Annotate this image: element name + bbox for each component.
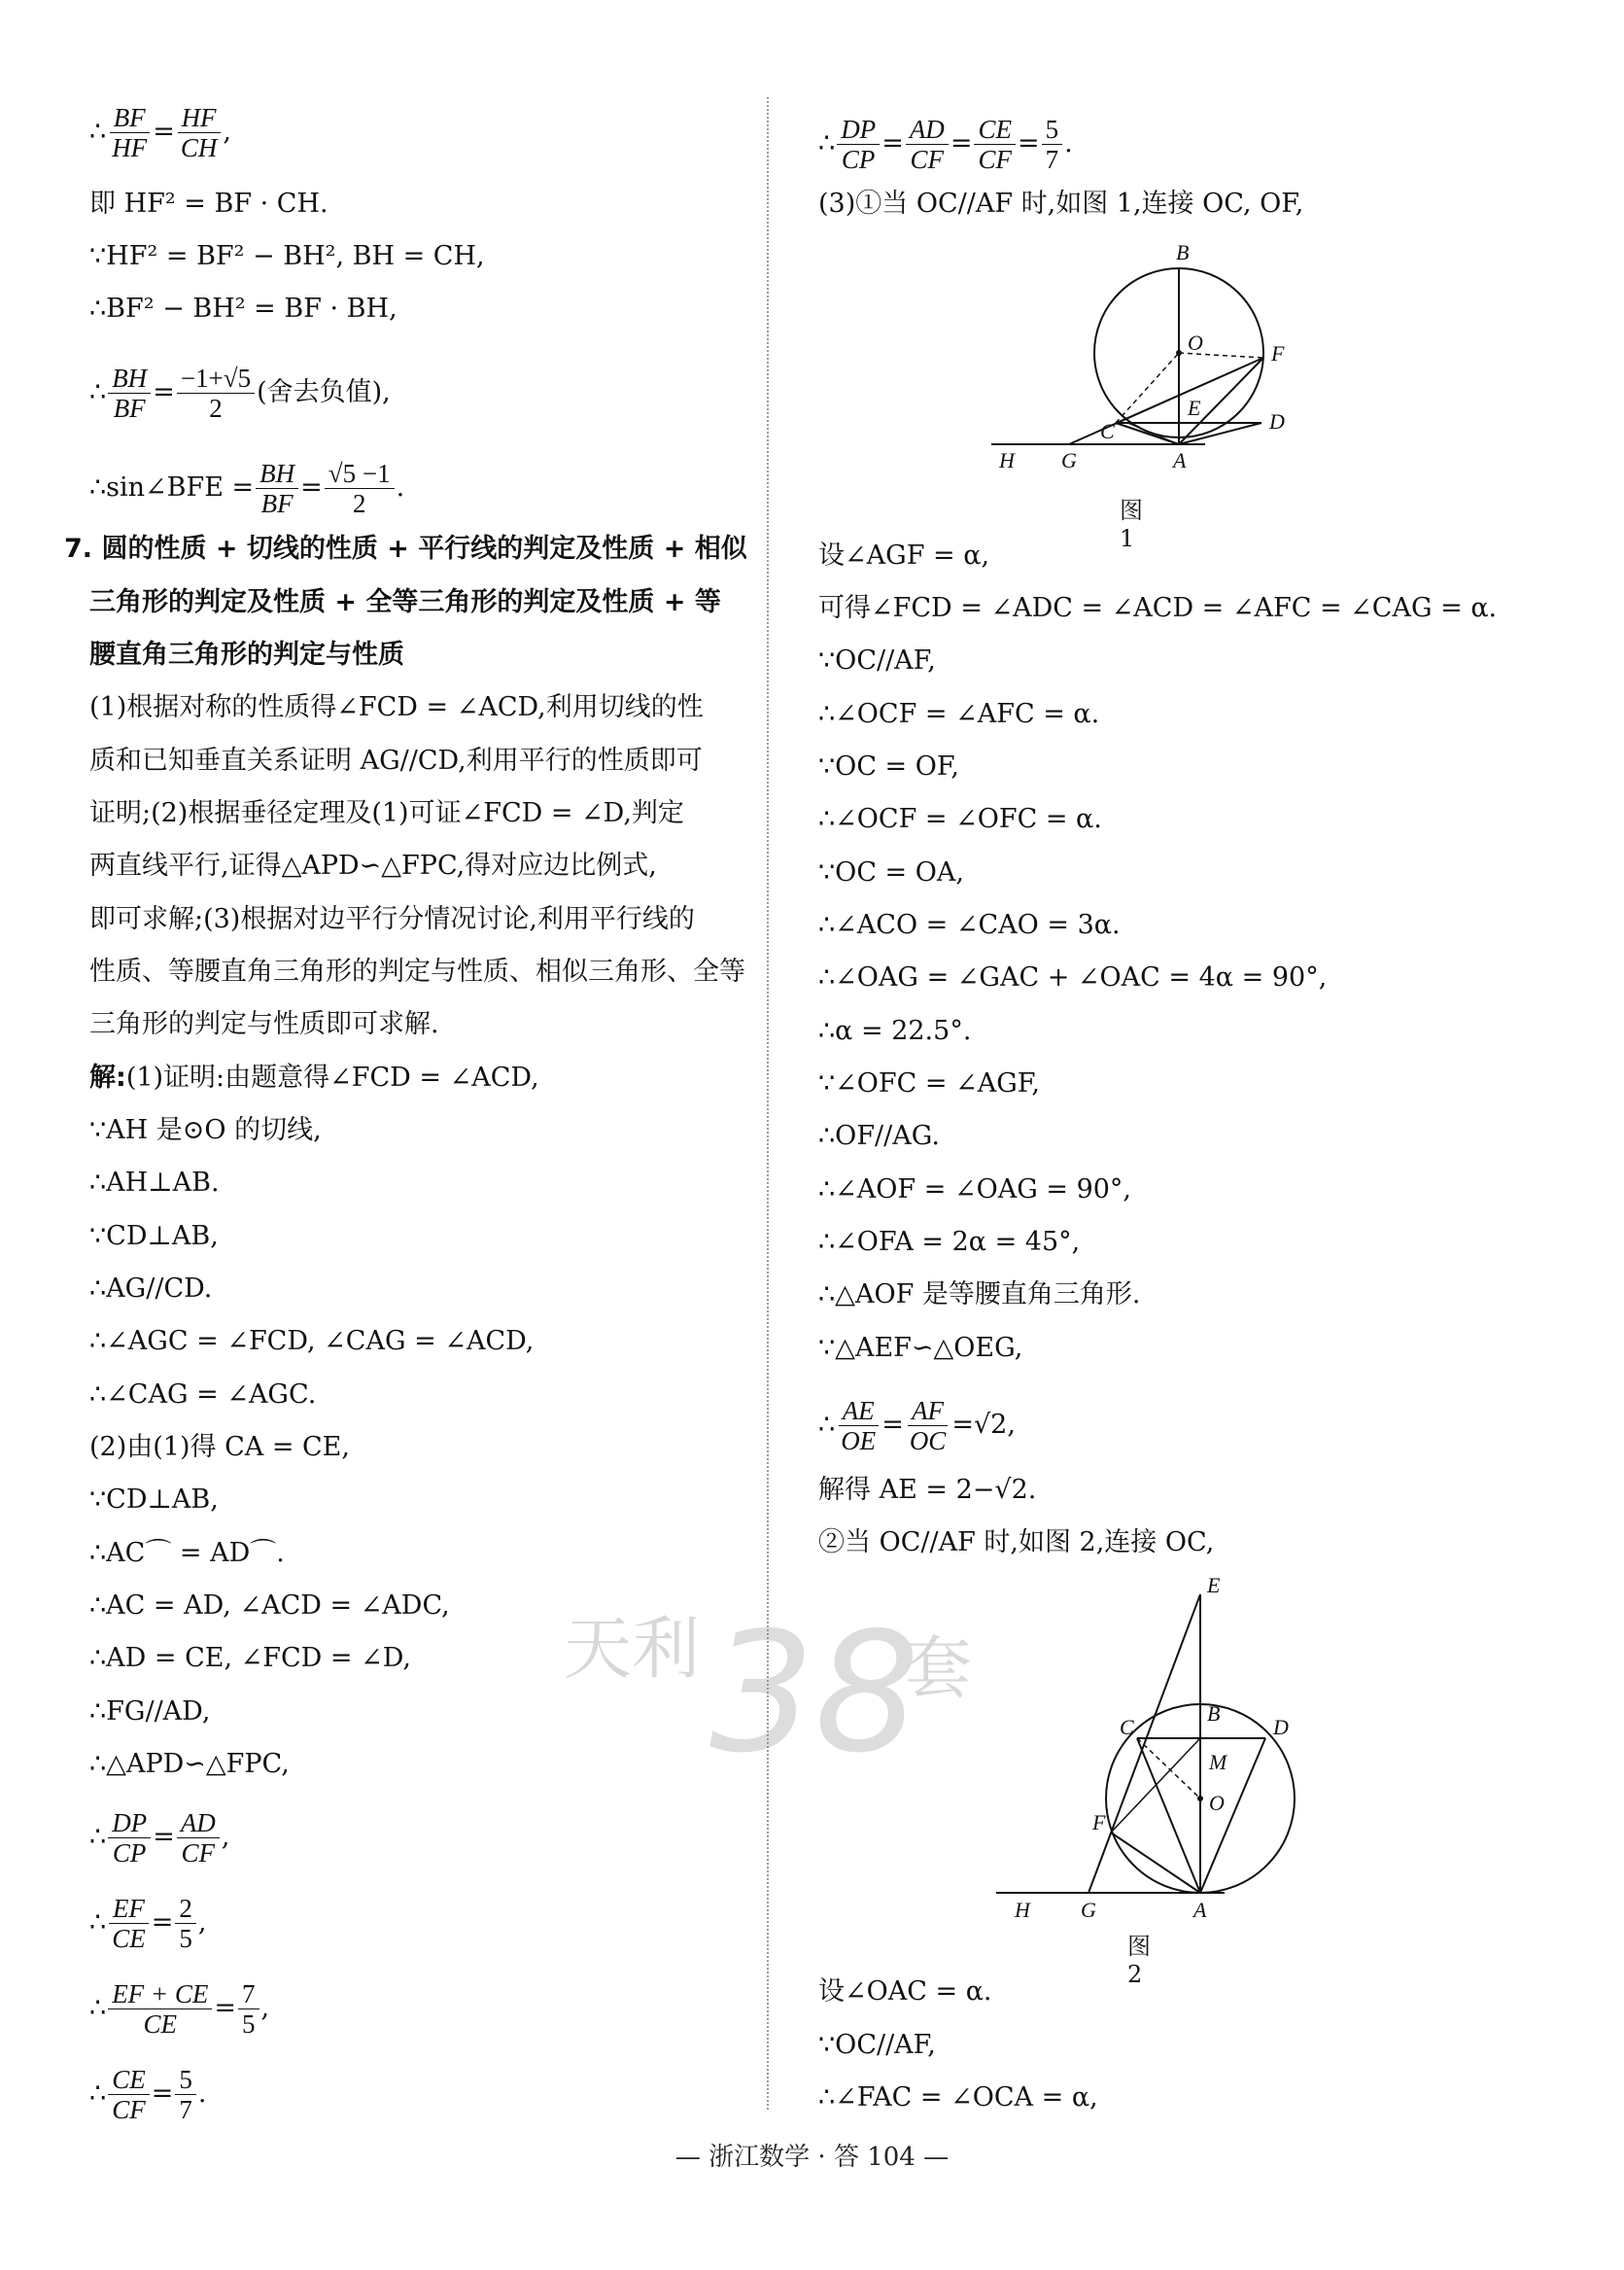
equation-ratio-chain: ∴ $\frac{DP}{CP}$ = $\frac{AD}{CF}$ = $\frac{CE}{CF}$ = $\frac{5}{7}$ . <box>818 115 1073 174</box>
svg-text:天利: 天利 <box>564 1609 700 1689</box>
solution-line: (2)由(1)得 CA = CE, <box>89 1432 350 1462</box>
text-line: ∵OC = OF, <box>818 751 960 782</box>
text-line: ∴∠OCF = ∠AFC = α. <box>818 699 1100 729</box>
label-e: E <box>1188 396 1201 420</box>
figure-1-caption: 图 1 <box>1120 497 1143 552</box>
analysis-line: 两直线平行,证得△APD∽△FPC,得对应边比例式, <box>89 851 657 881</box>
label-d: D <box>1269 409 1285 434</box>
text-line: 即 HF² = BF · CH. <box>89 189 328 219</box>
text-line: 设∠AGF = α, <box>818 541 990 571</box>
label-a: A <box>1173 448 1187 472</box>
text-line: ∵OC//AF, <box>818 646 936 676</box>
text-line: ∴∠OCF = ∠OFC = α. <box>818 804 1102 834</box>
label-c: C <box>1120 1715 1134 1739</box>
label-a: A <box>1193 1898 1207 1922</box>
line-ge <box>1088 1594 1200 1893</box>
text-line: ∴BF² − BH² = BF · BH, <box>89 294 397 324</box>
label-h: H <box>999 448 1015 472</box>
dashed-oc <box>1116 353 1179 423</box>
text-line: ∴∠FAC = ∠OCA = α, <box>818 2082 1098 2113</box>
label-d: D <box>1273 1715 1289 1739</box>
text-line: ∵∠OFC = ∠AGF, <box>818 1068 1040 1099</box>
label-h: H <box>1015 1898 1030 1922</box>
svg-text:38: 38 <box>709 1597 920 1779</box>
equation-dp-cp: ∴ $\frac{DP}{CP}$ = $\frac{AD}{CF}$ , <box>89 1808 230 1868</box>
watermark-logo <box>554 1585 1001 1779</box>
solution-line: ∴AC = AD, ∠ACD = ∠ADC, <box>89 1590 450 1621</box>
line-ca <box>1137 1738 1200 1893</box>
text-line: ∴∠OAG = ∠GAC + ∠OAC = 4α = 90°, <box>818 962 1328 993</box>
analysis-line: 质和已知垂直关系证明 AG//CD,利用平行的性质即可 <box>89 746 703 776</box>
label-o: O <box>1209 1791 1225 1815</box>
text-line: ∴α = 22.5°. <box>818 1016 972 1046</box>
solution-line: ∴AH⊥AB. <box>89 1168 220 1198</box>
equation-ratio-bf-hf: ∴ $\frac{BF}{HF}$ = $\frac{HF}{CH}$ , <box>89 103 231 162</box>
label-g: G <box>1061 448 1077 472</box>
solution-line: ∵AH 是⊙O 的切线, <box>89 1115 322 1145</box>
label-c: C <box>1100 419 1115 443</box>
text-line: ∴∠ACO = ∠CAO = 3α. <box>818 910 1121 940</box>
solution-line: ∴AC⌒ = AD⌒. <box>89 1538 285 1568</box>
text-line: 设∠OAC = α. <box>818 1976 992 2007</box>
label-o: O <box>1188 331 1203 355</box>
solution-line: ∴△APD∽△FPC, <box>89 1749 290 1779</box>
label-b: B <box>1207 1701 1221 1726</box>
line-fa <box>1111 1833 1200 1893</box>
question-7-heading: 三角形的判定及性质 + 全等三角形的判定及性质 + 等 <box>89 587 721 617</box>
text-line: ②当 OC//AF 时,如图 2,连接 OC, <box>818 1527 1215 1557</box>
question-7-heading: 腰直角三角形的判定与性质 <box>89 640 404 670</box>
solution-line: ∵CD⊥AB, <box>89 1484 219 1515</box>
equation-bh-bf: ∴ $\frac{BH}{BF}$ = $\frac{-1+√5}{2}$ (舍去负值), <box>89 364 391 423</box>
equation-efce-ce: ∴ $\frac{EF + CE}{CE}$ = $\frac{7}{5}$ , <box>89 1979 270 2039</box>
solution-line: ∴∠CAG = ∠AGC. <box>89 1379 317 1410</box>
equation-ae-oe: ∴ $\frac{AE}{OE}$ = $\frac{AF}{OC}$ =√2, <box>818 1396 1016 1455</box>
equation-ef-ce: ∴ $\frac{EF}{CE}$ = $\frac{2}{5}$ , <box>89 1894 207 1953</box>
analysis-line: 性质、等腰直角三角形的判定与性质、相似三角形、全等 <box>89 957 745 987</box>
equation-sin-bfe: ∴sin∠BFE = $\frac{BH}{BF}$ = $\frac{√5 -1}{2}$ . <box>89 459 405 518</box>
text-line: ∵△AEF∽△OEG, <box>818 1333 1023 1363</box>
text-line: 解得 AE = 2−√2. <box>818 1475 1037 1505</box>
solution-line: ∵CD⊥AB, <box>89 1221 219 1251</box>
solution-line: ∴AG//CD. <box>89 1274 213 1304</box>
figure-2-caption: 图 2 <box>1127 1933 1151 1988</box>
text-line: ∴△AOF 是等腰直角三角形. <box>818 1279 1141 1310</box>
analysis-line: 三角形的判定与性质即可求解. <box>89 1009 439 1039</box>
text-line: ∴∠OFA = 2α = 45°, <box>818 1227 1081 1257</box>
solution-line: ∴∠AGC = ∠FCD, ∠CAG = ∠ACD, <box>89 1326 535 1356</box>
solution-line: 解:(1)证明:由题意得∠FCD = ∠ACD, <box>89 1063 539 1093</box>
text-line: 可得∠FCD = ∠ADC = ∠ACD = ∠AFC = ∠CAG = α. <box>818 593 1498 623</box>
label-f: F <box>1271 341 1285 366</box>
equation-ce-cf: ∴ $\frac{CE}{CF}$ = $\frac{5}{7}$ . <box>89 2065 207 2124</box>
text-line: ∵OC//AF, <box>818 2030 936 2060</box>
svg-text:套: 套 <box>904 1628 972 1708</box>
text-line: ∵HF² = BF² − BH², BH = CH, <box>89 241 485 271</box>
page-footer: — 浙江数学 · 答 104 — <box>674 2143 950 2172</box>
text-line: ∴∠AOF = ∠OAG = 90°, <box>818 1174 1132 1205</box>
figure-2-diagram <box>991 1575 1312 1925</box>
label-b: B <box>1176 240 1190 264</box>
analysis-line: 证明;(2)根据垂径定理及(1)可证∠FCD = ∠D,判定 <box>89 798 684 828</box>
figure-1-diagram <box>982 238 1302 481</box>
label-m: M <box>1209 1750 1227 1774</box>
question-7-heading: 7. 圆的性质 + 切线的性质 + 平行线的判定及性质 + 相似 <box>64 534 747 564</box>
solution-line: ∴AD = CE, ∠FCD = ∠D, <box>89 1643 411 1673</box>
text-line: (3)①当 OC//AF 时,如图 1,连接 OC, OF, <box>818 189 1304 219</box>
column-divider <box>767 97 769 2110</box>
text-line: ∴OF//AG. <box>818 1121 940 1151</box>
analysis-line: (1)根据对称的性质得∠FCD = ∠ACD,利用切线的性 <box>89 692 704 722</box>
solution-line: ∴FG//AD, <box>89 1696 211 1727</box>
analysis-line: 即可求解;(3)根据对边平行分情况讨论,利用平行线的 <box>89 904 695 934</box>
text-line: ∵OC = OA, <box>818 857 964 888</box>
label-g: G <box>1081 1898 1096 1922</box>
label-e: E <box>1207 1575 1221 1597</box>
label-f: F <box>1092 1810 1106 1834</box>
